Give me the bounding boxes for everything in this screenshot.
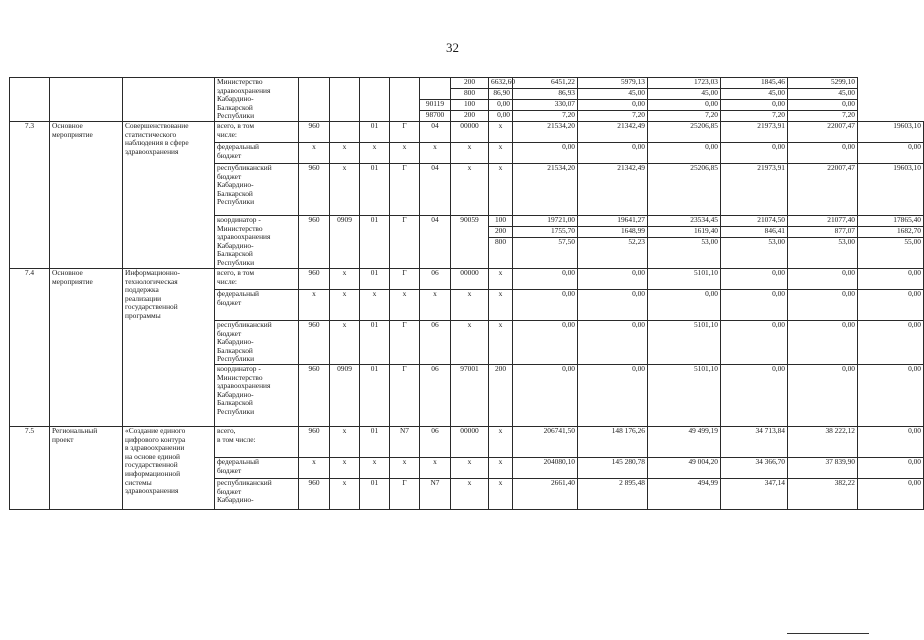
table-cell: 204080,10 bbox=[513, 457, 578, 478]
table-cell: 45,00 bbox=[788, 89, 858, 100]
table-cell bbox=[360, 78, 390, 122]
table-cell: 34 366,70 bbox=[721, 457, 788, 478]
table-cell: 53,00 bbox=[648, 238, 721, 269]
table-cell: 01 bbox=[360, 364, 390, 426]
table-cell: 0,00 bbox=[721, 143, 788, 164]
table-cell: 49 499,19 bbox=[648, 426, 721, 457]
table-cell: 960 bbox=[299, 164, 330, 216]
table-cell: Основное мероприятие bbox=[50, 269, 123, 427]
table-cell: 21973,91 bbox=[721, 164, 788, 216]
table-cell: 06 bbox=[420, 364, 451, 426]
table-cell: Совершенствование статистического наблюдения в сфере здравоохранения bbox=[123, 122, 215, 269]
table-cell: х bbox=[390, 457, 420, 478]
table-cell bbox=[390, 78, 420, 122]
table-cell: х bbox=[451, 143, 489, 164]
table-cell: 45,00 bbox=[578, 89, 648, 100]
table-cell: 06 bbox=[420, 426, 451, 457]
table-cell: 800 bbox=[451, 89, 489, 100]
table-cell: х bbox=[299, 290, 330, 321]
table-cell: х bbox=[330, 457, 360, 478]
table-cell: 0,00 bbox=[858, 290, 924, 321]
table-cell: 6451,22 bbox=[513, 78, 578, 89]
table-cell: 21074,50 bbox=[721, 216, 788, 227]
table-cell: х bbox=[451, 457, 489, 478]
table-cell: 0,00 bbox=[513, 321, 578, 365]
table-cell: 877,07 bbox=[788, 227, 858, 238]
table-cell bbox=[50, 78, 123, 122]
table-cell: 19641,27 bbox=[578, 216, 648, 227]
table-cell: 145 280,78 bbox=[578, 457, 648, 478]
table-cell: 53,00 bbox=[788, 238, 858, 269]
table-cell: Г bbox=[390, 164, 420, 216]
table-cell: 5101,10 bbox=[648, 269, 721, 290]
table-cell: х bbox=[451, 290, 489, 321]
table-cell: 7,20 bbox=[788, 111, 858, 122]
table-cell: Г bbox=[390, 321, 420, 365]
table-cell: 960 bbox=[299, 364, 330, 426]
table-cell bbox=[330, 122, 360, 143]
table-cell: х bbox=[360, 457, 390, 478]
table-cell: республиканский бюджет Кабардино- Балкарской Республики bbox=[215, 321, 299, 365]
table-cell: 0,00 bbox=[721, 364, 788, 426]
table-cell: х bbox=[420, 457, 451, 478]
table-cell: 5101,10 bbox=[648, 364, 721, 426]
table-cell: 21534,20 bbox=[513, 122, 578, 143]
table-cell: 04 bbox=[420, 122, 451, 143]
table-cell: 19603,10 bbox=[858, 164, 924, 216]
table-row bbox=[10, 269, 924, 290]
table-cell: 0,00 bbox=[578, 143, 648, 164]
table-cell bbox=[330, 78, 360, 122]
footer-rule bbox=[787, 633, 869, 634]
table-cell: 25206,85 bbox=[648, 164, 721, 216]
table-cell: координатор - Министерство здравоохранения Кабардино- Балкарской Республики bbox=[215, 216, 299, 269]
table-cell: Г bbox=[390, 478, 420, 509]
table-cell: 21077,40 bbox=[788, 216, 858, 227]
table-cell: 0,00 bbox=[513, 290, 578, 321]
table-cell: 200 bbox=[489, 364, 513, 426]
table-cell: федеральный бюджет bbox=[215, 290, 299, 321]
table-cell: 37 839,90 bbox=[788, 457, 858, 478]
table-cell: федеральный бюджет bbox=[215, 143, 299, 164]
table-cell: х bbox=[489, 269, 513, 290]
table-cell: 0,00 bbox=[858, 426, 924, 457]
table-cell: Г bbox=[390, 364, 420, 426]
table-cell: 1723,03 bbox=[648, 78, 721, 89]
table-cell: х bbox=[451, 164, 489, 216]
table-cell: х bbox=[390, 290, 420, 321]
table-cell bbox=[299, 78, 330, 122]
table-cell: 22007,47 bbox=[788, 164, 858, 216]
table-cell: Информационно- технологическая поддержка реализации государственной программы bbox=[123, 269, 215, 427]
table-cell: 06 bbox=[420, 269, 451, 290]
table-cell: х bbox=[330, 321, 360, 365]
table-cell: 148 176,26 bbox=[578, 426, 648, 457]
table-cell: х bbox=[489, 478, 513, 509]
table-cell: х bbox=[330, 290, 360, 321]
table-cell: 494,99 bbox=[648, 478, 721, 509]
table-body bbox=[10, 78, 924, 510]
table-cell: 55,00 bbox=[858, 238, 924, 269]
table-cell: х bbox=[330, 269, 360, 290]
table-cell: 53,00 bbox=[721, 238, 788, 269]
table-cell: 0909 bbox=[330, 364, 360, 426]
table-cell: 01 bbox=[360, 478, 390, 509]
table-cell: 330,07 bbox=[513, 100, 578, 111]
table-cell: 97001 bbox=[451, 364, 489, 426]
table-cell: 0,00 bbox=[648, 290, 721, 321]
table-cell: 200 bbox=[489, 227, 513, 238]
table-cell: 1755,70 bbox=[513, 227, 578, 238]
table-cell: «Создание единого цифрового контура в здравоохранении на основе единой государственной информационной системы здравоохранения bbox=[123, 426, 215, 509]
table-cell: 7.3 bbox=[10, 122, 50, 269]
table-cell: х bbox=[489, 321, 513, 365]
table-cell: 960 bbox=[299, 321, 330, 365]
table-cell: республиканский бюджет Кабардино- Балкарской Республики bbox=[215, 164, 299, 216]
table-cell: 960 bbox=[299, 216, 330, 269]
table-cell: 0,00 bbox=[513, 143, 578, 164]
table-cell: 90059 bbox=[451, 216, 489, 269]
table-cell: всего, в том числе: bbox=[215, 122, 299, 143]
table-cell: 19603,10 bbox=[858, 122, 924, 143]
table-cell: 5299,10 bbox=[788, 78, 858, 89]
table-cell: республиканский бюджет Кабардино- bbox=[215, 478, 299, 509]
table-cell: х bbox=[360, 290, 390, 321]
table-cell: 0,00 bbox=[648, 100, 721, 111]
table-cell: 00000 bbox=[451, 269, 489, 290]
table-cell: 0,00 bbox=[648, 143, 721, 164]
table-cell: 23534,45 bbox=[648, 216, 721, 227]
table-cell: 86,90 bbox=[489, 89, 513, 100]
table-cell: 45,00 bbox=[721, 89, 788, 100]
table-cell: х bbox=[489, 122, 513, 143]
table-cell: 200 bbox=[451, 111, 489, 122]
table-cell: 01 bbox=[360, 269, 390, 290]
table-cell: 1845,46 bbox=[721, 78, 788, 89]
table-cell: 1619,40 bbox=[648, 227, 721, 238]
table-cell: х bbox=[360, 143, 390, 164]
table-cell: 52,23 bbox=[578, 238, 648, 269]
table-cell: 200 bbox=[451, 78, 489, 89]
table-cell: 7.5 bbox=[10, 426, 50, 509]
table-cell: 34 713,84 bbox=[721, 426, 788, 457]
table-cell: федеральный бюджет bbox=[215, 457, 299, 478]
table-cell: 21973,91 bbox=[721, 122, 788, 143]
table-cell: 100 bbox=[489, 216, 513, 227]
table-cell: 5979,13 bbox=[578, 78, 648, 89]
table-cell: 00000 bbox=[451, 122, 489, 143]
table-cell: 0,00 bbox=[721, 100, 788, 111]
table-cell: 1648,99 bbox=[578, 227, 648, 238]
table-cell: Министерство здравоохранения Кабардино- Балкарской Республики bbox=[215, 78, 299, 122]
table-cell: х bbox=[489, 457, 513, 478]
table-cell: Основное мероприятие bbox=[50, 122, 123, 269]
table-cell: х bbox=[330, 478, 360, 509]
table-cell: 7.4 bbox=[10, 269, 50, 427]
table-cell: 100 bbox=[451, 100, 489, 111]
table-cell: 0,00 bbox=[788, 321, 858, 365]
table-cell: 0,00 bbox=[578, 290, 648, 321]
table-cell: 90119 bbox=[420, 100, 451, 111]
table-row bbox=[10, 122, 924, 143]
table-cell: х bbox=[489, 164, 513, 216]
table-cell: 0,00 bbox=[721, 321, 788, 365]
table-cell: 1682,70 bbox=[858, 227, 924, 238]
table-cell: 0,00 bbox=[788, 364, 858, 426]
table-cell: 7,20 bbox=[513, 111, 578, 122]
table-cell: 7,20 bbox=[648, 111, 721, 122]
table-cell: всего, в том числе: bbox=[215, 426, 299, 457]
table-cell: 01 bbox=[360, 426, 390, 457]
table-cell: 21534,20 bbox=[513, 164, 578, 216]
table-cell: 5101,10 bbox=[648, 321, 721, 365]
table-cell: 382,22 bbox=[788, 478, 858, 509]
table-cell: 00000 bbox=[451, 426, 489, 457]
table-cell: координатор - Министерство здравоохранения Кабардино- Балкарской Республики bbox=[215, 364, 299, 426]
table-cell: 2 895,48 bbox=[578, 478, 648, 509]
table-cell: 0,00 bbox=[788, 100, 858, 111]
table-cell: 49 004,20 bbox=[648, 457, 721, 478]
table-cell: 21342,49 bbox=[578, 122, 648, 143]
table-cell: х bbox=[330, 143, 360, 164]
table-cell: Г bbox=[390, 216, 420, 269]
table-cell: 206741,50 bbox=[513, 426, 578, 457]
table-cell bbox=[123, 78, 215, 122]
table-cell: 04 bbox=[420, 164, 451, 216]
table-cell: х bbox=[451, 478, 489, 509]
table-row bbox=[10, 78, 924, 89]
table-cell: N7 bbox=[390, 426, 420, 457]
budget-table bbox=[9, 77, 924, 510]
table-cell: Г bbox=[390, 269, 420, 290]
table-cell: х bbox=[330, 426, 360, 457]
table-cell: 17865,40 bbox=[858, 216, 924, 227]
table-cell: х bbox=[451, 321, 489, 365]
table-cell: 6632,60 bbox=[489, 78, 513, 89]
table-cell: 0,00 bbox=[788, 290, 858, 321]
table-cell: 0,00 bbox=[578, 269, 648, 290]
table-cell: 2661,40 bbox=[513, 478, 578, 509]
table-cell: х bbox=[489, 143, 513, 164]
table-cell: 0,00 bbox=[721, 269, 788, 290]
table-cell: 21342,49 bbox=[578, 164, 648, 216]
table-cell: 0,00 bbox=[858, 143, 924, 164]
table-row bbox=[10, 426, 924, 457]
table-cell: Г bbox=[390, 122, 420, 143]
table-cell: 01 bbox=[360, 216, 390, 269]
table-cell: 25206,85 bbox=[648, 122, 721, 143]
table-cell: х bbox=[420, 290, 451, 321]
table-cell: 45,00 bbox=[648, 89, 721, 100]
table-cell: 01 bbox=[360, 321, 390, 365]
table-cell: 0909 bbox=[330, 216, 360, 269]
table-cell: х bbox=[420, 143, 451, 164]
table-cell: 960 bbox=[299, 478, 330, 509]
table-cell: 86,93 bbox=[513, 89, 578, 100]
table-cell: 0,00 bbox=[489, 100, 513, 111]
table-cell: 960 bbox=[299, 122, 330, 143]
table-cell: х bbox=[299, 457, 330, 478]
table-cell: 0,00 bbox=[721, 290, 788, 321]
page-number: 32 bbox=[446, 40, 459, 55]
table-cell: 01 bbox=[360, 122, 390, 143]
table-cell: 0,00 bbox=[858, 321, 924, 365]
table-cell: х bbox=[489, 426, 513, 457]
table-cell: 0,00 bbox=[858, 269, 924, 290]
table-cell: 0,00 bbox=[578, 100, 648, 111]
table-cell: всего, в том числе: bbox=[215, 269, 299, 290]
table-cell: 04 bbox=[420, 216, 451, 269]
table-cell: 347,14 bbox=[721, 478, 788, 509]
table-cell: х bbox=[330, 164, 360, 216]
table-cell: 7,20 bbox=[578, 111, 648, 122]
table-cell: 0,00 bbox=[788, 269, 858, 290]
table-cell: х bbox=[390, 143, 420, 164]
table-cell: 0,00 bbox=[513, 364, 578, 426]
table-cell: 06 bbox=[420, 321, 451, 365]
table-cell: 0,00 bbox=[788, 143, 858, 164]
table-cell: 57,50 bbox=[513, 238, 578, 269]
table-cell: 19721,00 bbox=[513, 216, 578, 227]
table-cell: 01 bbox=[360, 164, 390, 216]
table-cell: Региональный проект bbox=[50, 426, 123, 509]
table-cell: 0,00 bbox=[858, 457, 924, 478]
table-cell: 38 222,12 bbox=[788, 426, 858, 457]
table-cell: 800 bbox=[489, 238, 513, 269]
table-cell: 0,00 bbox=[513, 269, 578, 290]
table-cell: 0,00 bbox=[578, 321, 648, 365]
table-cell: 960 bbox=[299, 426, 330, 457]
table-cell: 0,00 bbox=[858, 364, 924, 426]
table-cell: 98700 bbox=[420, 111, 451, 122]
table-cell: 0,00 bbox=[489, 111, 513, 122]
table-cell: х bbox=[489, 290, 513, 321]
table-cell bbox=[10, 78, 50, 122]
table-cell: 960 bbox=[299, 269, 330, 290]
table-cell: 0,00 bbox=[578, 364, 648, 426]
table-cell: х bbox=[299, 143, 330, 164]
table-cell: 7,20 bbox=[721, 111, 788, 122]
table-cell: N7 bbox=[420, 478, 451, 509]
table-cell: 846,41 bbox=[721, 227, 788, 238]
table-cell: 0,00 bbox=[858, 478, 924, 509]
table-cell: 22007,47 bbox=[788, 122, 858, 143]
table-cell bbox=[420, 78, 451, 100]
